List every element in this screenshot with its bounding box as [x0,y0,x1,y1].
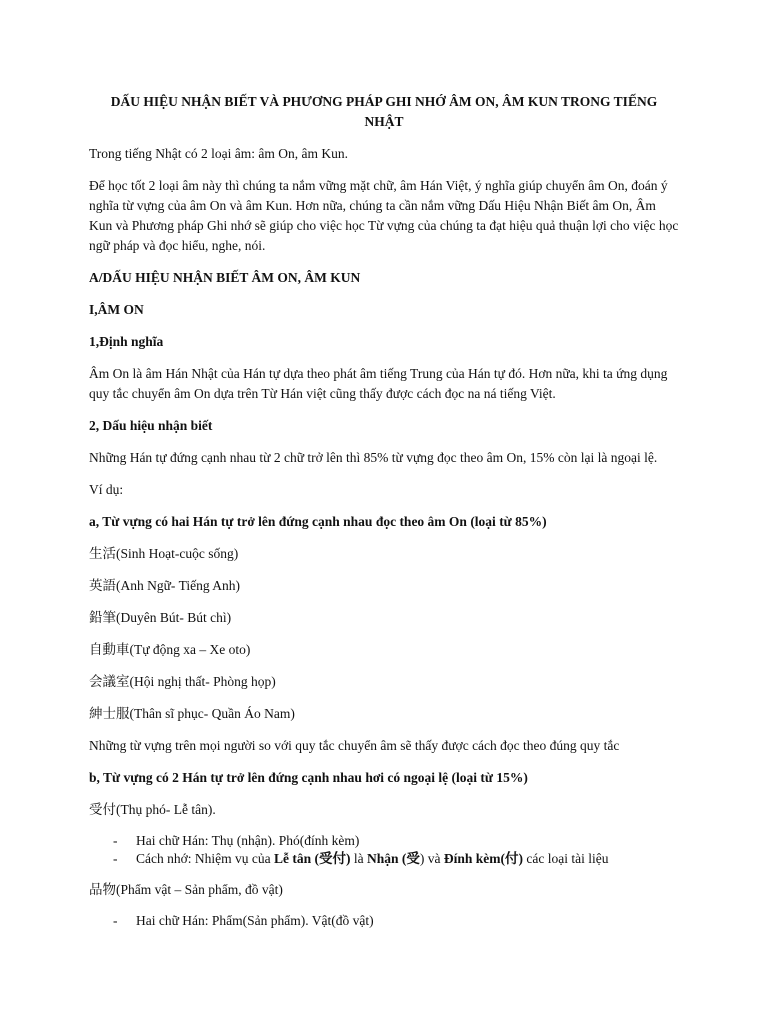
vocab-item: 英語(Anh Ngữ- Tiếng Anh) [89,578,240,593]
list-dash: - [113,833,118,848]
note-text: Cách nhớ: Nhiệm vụ của [136,851,274,866]
vocab-notes-list [89,832,679,868]
document-page [89,92,679,942]
vocab-item: 受付(Thụ phó- Lễ tân). [89,802,216,817]
document-title: DẤU HIỆU NHẬN BIẾT VÀ PHƯƠNG PHÁP GHI NHỚ ÂM ON, ÂM KUN TRONG TIẾNG NHẬT [110,94,658,129]
note-item [89,832,679,850]
list-dash: - [113,851,118,866]
section-heading-a: A/DẤU HIỆU NHẬN BIẾT ÂM ON, ÂM KUN [89,270,361,285]
note-bold: Lễ tân (受付) [273,851,351,866]
example-label: Ví dụ: [89,482,124,497]
vocab-item: 会議室(Hội nghị thất- Phòng họp) [89,674,276,689]
note-item [89,850,679,868]
intro-paragraph-1: Trong tiếng Nhật có 2 loại âm: âm On, âm Kun. [89,146,348,161]
vocab-item: 鉛筆(Duyên Bút- Bút chì) [89,610,232,625]
list-dash: - [113,913,118,928]
subheading-definition: 1,Định nghĩa [89,334,164,349]
note-text: là [350,851,367,866]
note-item [89,912,679,930]
note-text: các loại tài liệu [523,851,609,866]
definition-paragraph: Âm On là âm Hán Nhật của Hán tự dựa theo phát âm tiếng Trung của Hán tự đó. Hơn nữa, khi ta ứng dụng quy tắc chuyển âm On dựa trên Từ Hán việt cũng thấy được cách đọc na ná tiếng Việt. [89,366,668,401]
rule-note: Những từ vựng trên mọi người so với quy tắc chuyển âm sẽ thấy được cách đọc theo đúng quy tắc [89,738,620,753]
note-bold: Nhận (受 [366,851,420,866]
signs-paragraph: Những Hán tự đứng cạnh nhau từ 2 chữ trở lên thì 85% từ vựng đọc theo âm On, 15% còn lại là ngoại lệ. [89,450,658,465]
vocab-item: 紳士服(Thân sĩ phục- Quần Áo Nam) [89,706,295,721]
subheading-signs: 2, Dấu hiệu nhận biết [89,418,213,433]
note-bold: Đính kèm(付) [443,851,524,866]
note-text: Hai chữ Hán: Phẩm(Sản phẩm). Vật(đồ vật) [136,913,374,928]
vocab-notes-list [89,912,679,930]
subheading-a: a, Từ vựng có hai Hán tự trở lên đứng cạnh nhau đọc theo âm On (loại từ 85%) [89,514,547,529]
vocab-item: 自動車(Tự động xa – Xe oto) [89,642,251,657]
note-text: ) và [419,851,444,866]
note-text: Hai chữ Hán: Thụ (nhận). Phó(đính kèm) [136,833,360,848]
vocab-item: 生活(Sinh Hoạt-cuộc sống) [89,546,239,561]
section-heading-i: I,ÂM ON [89,302,144,317]
vocab-item: 品物(Phẩm vật – Sản phẩm, đồ vật) [89,882,283,897]
intro-paragraph-2: Để học tốt 2 loại âm này thì chúng ta nắm vững mặt chữ, âm Hán Việt, ý nghĩa giúp chuyển âm On, đoán ý nghĩa từ vựng của âm On và âm Kun. Hơn nữa, chúng ta cần nắm vững Dấu Hiệu Nhận Biết âm On, Âm Kun và Phương pháp Ghi nhớ sẽ giúp cho việc học Từ vựng của chúng ta đạt hiệu quả thuận lợi cho việc học ngữ pháp và đọc hiểu, nghe, nói. [89,178,679,253]
subheading-b: b, Từ vựng có 2 Hán tự trở lên đứng cạnh nhau hơi có ngoại lệ (loại từ 15%) [89,770,528,785]
